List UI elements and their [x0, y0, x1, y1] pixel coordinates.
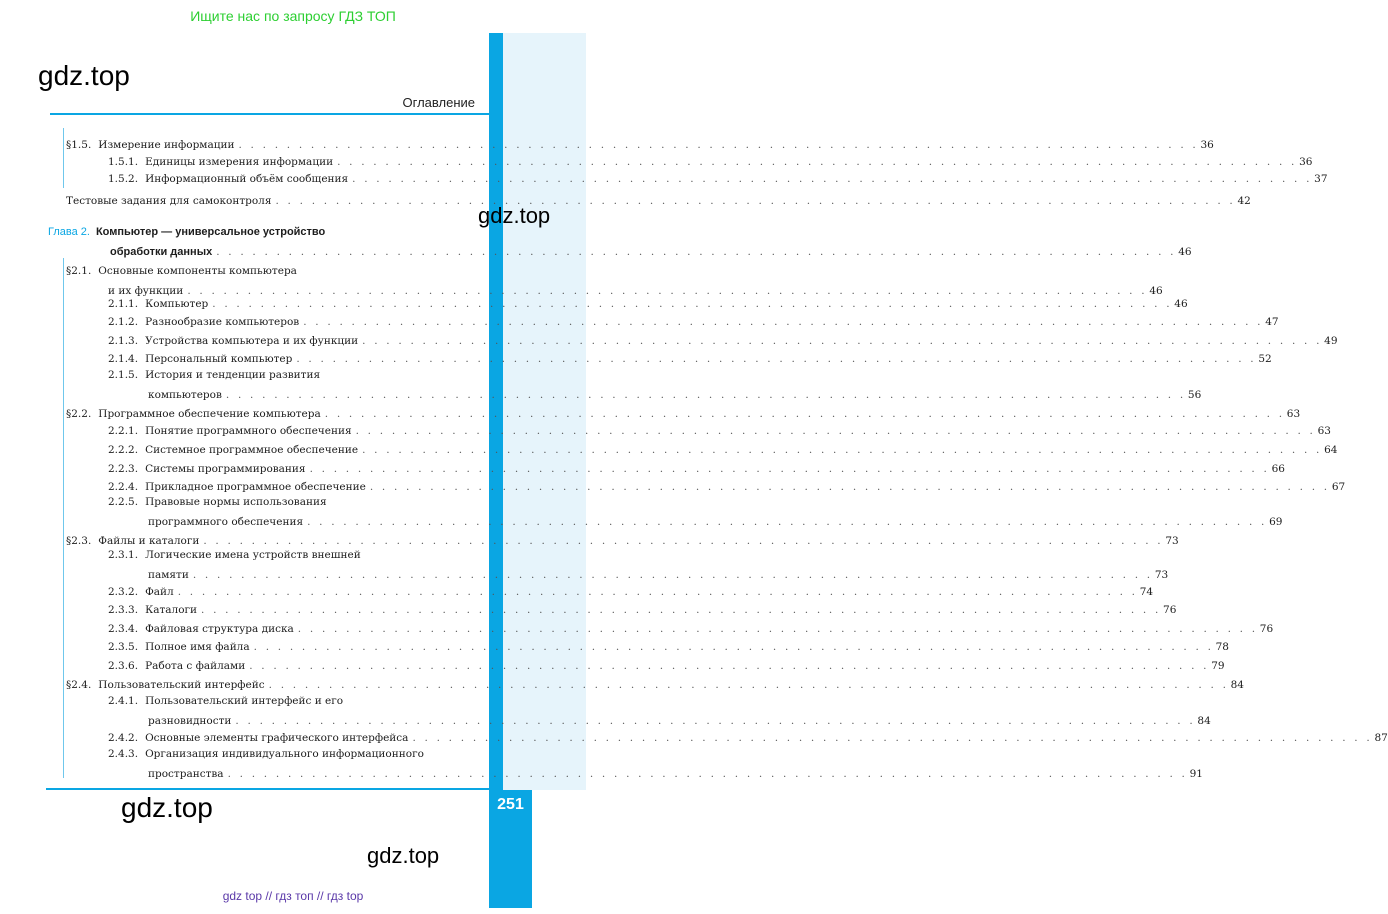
leader-dots: . . . . . . . . . . . . . . . . . . . . . . . . . . . . . . . . . . . . . . . . . . . . . . . . . . . . . . . . . . . . . . . . . . . . . . . . . . . . . . . . [187, 285, 1148, 297]
toc-entry-number: 2.3.3. [108, 604, 139, 616]
toc-entry-page: 78 [1215, 641, 1229, 653]
toc-entry-page: 64 [1324, 444, 1338, 456]
toc-entry-first-line [108, 748, 424, 760]
toc-entry-number: 2.3.1. [108, 549, 139, 561]
toc-entry-title: Прикладное программное обеспечение [145, 481, 366, 493]
toc-entry [108, 438, 1338, 456]
toc-entry-label [108, 586, 174, 598]
toc-entry-title: Программное обеспечение компьютера [98, 408, 321, 420]
toc-entry [108, 726, 1388, 744]
toc-entry-page: 73 [1154, 569, 1169, 581]
toc-entry-label [108, 335, 358, 347]
leader-dots: . . . . . . . . . . . . . . . . . . . . . . . . . . . . . . . . . . . . . . . . . . . . . . . . . . . . . . . . . . . . . . . . . . . . . . . . . . . . . . . . [275, 195, 1236, 207]
toc-entry-label [108, 463, 306, 475]
toc-entry-title: Измерение информации [98, 139, 235, 151]
leader-dots: . . . . . . . . . . . . . . . . . . . . . . . . . . . . . . . . . . . . . . . . . . . . . . . . . . . . . . . . . . . . . . . . . . . . . . . . . . . . . . . . [201, 604, 1162, 616]
toc-entry-page: 36 [1299, 156, 1313, 168]
toc-entry-first-line [108, 549, 361, 561]
leader-dots: . . . . . . . . . . . . . . . . . . . . . . . . . . . . . . . . . . . . . . . . . . . . . . . . . . . . . . . . . . . . . . . . . . . . . . . . . . . . . . . . [238, 139, 1199, 151]
toc-entry-label [108, 173, 348, 185]
toc-entry-title: Логические имена устройств внешней [145, 549, 361, 561]
toc-entry [108, 167, 1328, 185]
toc-entry-number: 2.3.6. [108, 660, 139, 672]
toc-entry-page: 37 [1314, 173, 1328, 185]
toc-entry-first-line [108, 496, 327, 508]
toc-entry [108, 150, 1313, 168]
toc-entry-label [108, 298, 208, 310]
toc-entry-number: 2.2.5. [108, 496, 139, 508]
watermark: gdz.top [367, 843, 440, 868]
toc-entry-label [108, 425, 352, 437]
toc-entry-title: Устройства компьютера и их функции [145, 335, 359, 347]
toc-entry-page: 63 [1317, 425, 1331, 437]
leader-dots: . . . . . . . . . . . . . . . . . . . . . . . . . . . . . . . . . . . . . . . . . . . . . . . . . . . . . . . . . . . . . . . . . . . . . . . . . . . . . . . . [362, 335, 1323, 347]
toc-entry-number: 2.4.2. [108, 732, 139, 744]
toc-entry [148, 383, 1202, 401]
toc-entry [108, 329, 1338, 347]
leader-dots: . . . . . . . . . . . . . . . . . . . . . . . . . . . . . . . . . . . . . . . . . . . . . . . . . . . . . . . . . . . . . . . . . . . . . . . . . . . . . . . . [227, 768, 1188, 780]
toc-entry-number: §2.1. [66, 265, 92, 277]
leader-dots: . . . . . . . . . . . . . . . . . . . . . . . . . . . . . . . . . . . . . . . . . . . . . . . . . . . . . . . . . . . . . . . . . . . . . . . . . . . . . . . . [216, 246, 1177, 258]
watermark: gdz.top [38, 60, 130, 91]
leader-dots: . . . . . . . . . . . . . . . . . . . . . . . . . . . . . . . . . . . . . . . . . . . . . . . . . . . . . . . . . . . . . . . . . . . . . . . . . . . . . . . . [352, 173, 1313, 185]
toc-entry-page: 73 [1165, 535, 1179, 547]
top-banner: Ищите нас по запросу ГДЗ ТОП [190, 8, 396, 24]
footer-rule [46, 788, 489, 790]
toc-entry-page: 79 [1211, 660, 1225, 672]
toc-entry [148, 709, 1211, 727]
toc-entry-title: Разнообразие компьютеров [145, 316, 300, 328]
toc-entry-continuation: памяти [148, 569, 189, 581]
toc-entry-label [108, 660, 245, 672]
toc-entry [108, 654, 1225, 672]
toc-entry-number: 2.4.1. [108, 695, 139, 707]
toc-entry [108, 580, 1154, 598]
toc-entry [108, 598, 1177, 616]
toc-entry-number: 2.3.4. [108, 623, 139, 635]
toc-entry-number: 1.5.2. [108, 173, 139, 185]
footer-links: gdz top // гдз топ // гдз top [222, 889, 364, 903]
leader-dots: . . . . . . . . . . . . . . . . . . . . . . . . . . . . . . . . . . . . . . . . . . . . . . . . . . . . . . . . . . . . . . . . . . . . . . . . . . . . . . . . [309, 463, 1270, 475]
toc-entry-label [66, 679, 265, 691]
toc-entry-continuation: разновидности [148, 715, 232, 727]
toc-entry-title: Основные компоненты компьютера [98, 265, 297, 277]
toc-entry-page: 76 [1163, 604, 1177, 616]
toc-entry-title: Работа с файлами [145, 660, 246, 672]
toc-entry-title: Компьютер [145, 298, 209, 310]
toc-entry-page: 36 [1200, 139, 1214, 151]
toc-entry-continuation: обработки данных [110, 246, 213, 258]
toc-entry-number: 2.4.3. [108, 748, 139, 760]
toc-entry-first-line [66, 265, 297, 277]
toc-entry-title: Файлы и каталоги [98, 535, 200, 547]
toc-entry-page: 69 [1269, 516, 1283, 528]
toc-entry [108, 419, 1331, 437]
section-header: Оглавление [402, 95, 475, 110]
toc-entry-page: 84 [1197, 715, 1211, 727]
toc-entry-title: Организация индивидуального информационного [145, 748, 424, 760]
leader-dots: . . . . . . . . . . . . . . . . . . . . . . . . . . . . . . . . . . . . . . . . . . . . . . . . . . . . . . . . . . . . . . . . . . . . . . . . . . . . . . . . [203, 535, 1164, 547]
toc-entry-number: 2.1.2. [108, 316, 139, 328]
toc-entry [108, 457, 1285, 475]
toc-entry-number: 2.1.5. [108, 369, 139, 381]
toc-entry [110, 240, 1192, 258]
toc-entry-label [66, 535, 199, 547]
toc-entry-continuation: и их функции [108, 285, 184, 297]
toc-entry-first-line [108, 695, 343, 707]
toc-entry-number: 2.1.4. [108, 353, 139, 365]
toc-entry-label [108, 641, 250, 653]
toc-entry [108, 475, 1346, 493]
toc-entry-page: 46 [1178, 246, 1192, 258]
toc-entry-title: Файл [145, 586, 174, 598]
leader-dots: . . . . . . . . . . . . . . . . . . . . . . . . . . . . . . . . . . . . . . . . . . . . . . . . . . . . . . . . . . . . . . . . . . . . . . . . . . . . . . . . [297, 623, 1258, 635]
toc-entry [148, 762, 1203, 780]
toc-entry [66, 133, 1214, 151]
toc-entry-number: 2.2.3. [108, 463, 139, 475]
toc-entry-continuation: программного обеспечения [148, 516, 304, 528]
leader-dots: . . . . . . . . . . . . . . . . . . . . . . . . . . . . . . . . . . . . . . . . . . . . . . . . . . . . . . . . . . . . . . . . . . . . . . . . . . . . . . . . [249, 660, 1210, 672]
toc-entry-number: §2.2. [66, 408, 92, 420]
leader-dots: . . . . . . . . . . . . . . . . . . . . . . . . . . . . . . . . . . . . . . . . . . . . . . . . . . . . . . . . . . . . . . . . . . . . . . . . . . . . . . . . [192, 569, 1153, 581]
toc-entry-title: Каталоги [145, 604, 198, 616]
toc-entry-label [108, 444, 358, 456]
toc-entry-number: 2.2.4. [108, 481, 139, 493]
leader-dots: . . . . . . . . . . . . . . . . . . . . . . . . . . . . . . . . . . . . . . . . . . . . . . . . . . . . . . . . . . . . . . . . . . . . . . . . . . . . . . . . [362, 444, 1323, 456]
watermark: gdz.top [478, 203, 551, 228]
toc-entry-first-line [108, 369, 320, 381]
toc-entry [66, 402, 1301, 420]
toc-entry-continuation: пространства [148, 768, 224, 780]
toc-entry-page: 42 [1237, 195, 1251, 207]
toc-entry-title: Компьютер — универсальное устройство [95, 226, 326, 238]
toc-entry-continuation: компьютеров [148, 389, 222, 401]
toc-entry-page: 67 [1331, 481, 1346, 493]
toc-entry [66, 673, 1244, 691]
page-number: 251 [497, 796, 524, 813]
toc-entry-title: Системное программное обеспечение [145, 444, 359, 456]
toc-entry-page: 76 [1259, 623, 1274, 635]
toc-entry-number: §1.5. [66, 139, 92, 151]
toc-entry-number: §2.4. [66, 679, 92, 691]
toc-entry-number: 2.3.2. [108, 586, 139, 598]
toc-entry-page: 46 [1174, 298, 1188, 310]
toc-entry-label [108, 481, 366, 493]
toc-entry-number: 2.3.5. [108, 641, 139, 653]
toc-entry-page: 91 [1189, 768, 1203, 780]
toc-entry-label [108, 623, 294, 635]
leader-dots: . . . . . . . . . . . . . . . . . . . . . . . . . . . . . . . . . . . . . . . . . . . . . . . . . . . . . . . . . . . . . . . . . . . . . . . . . . . . . . . . [369, 481, 1330, 493]
leader-dots: . . . . . . . . . . . . . . . . . . . . . . . . . . . . . . . . . . . . . . . . . . . . . . . . . . . . . . . . . . . . . . . . . . . . . . . . . . . . . . . . [337, 156, 1298, 168]
toc-entry-title: Основные элементы графического интерфейса [145, 732, 409, 744]
toc-entry-page: 49 [1324, 335, 1338, 347]
toc-entry [148, 563, 1169, 581]
toc-entry-title: Персональный компьютер [145, 353, 293, 365]
toc-entry-label [66, 195, 271, 207]
toc-entry [66, 529, 1179, 547]
toc-entry-label [108, 604, 197, 616]
leader-dots: . . . . . . . . . . . . . . . . . . . . . . . . . . . . . . . . . . . . . . . . . . . . . . . . . . . . . . . . . . . . . . . . . . . . . . . . . . . . . . . . [303, 316, 1264, 328]
toc-entry-title: Файловая структура диска [145, 623, 294, 635]
leader-dots: . . . . . . . . . . . . . . . . . . . . . . . . . . . . . . . . . . . . . . . . . . . . . . . . . . . . . . . . . . . . . . . . . . . . . . . . . . . . . . . . [268, 679, 1229, 691]
toc-entry-number: Глава 2. [48, 226, 90, 238]
leader-dots: . . . . . . . . . . . . . . . . . . . . . . . . . . . . . . . . . . . . . . . . . . . . . . . . . . . . . . . . . . . . . . . . . . . . . . . . . . . . . . . . [177, 586, 1138, 598]
watermark: gdz.top [121, 792, 213, 823]
toc-entry [108, 292, 1188, 310]
toc-entry-page: 63 [1286, 408, 1301, 420]
toc-entry-title: Информационный объём сообщения [145, 173, 349, 185]
toc-entry [108, 617, 1274, 635]
toc-entry-first-line [48, 226, 325, 238]
leader-dots: . . . . . . . . . . . . . . . . . . . . . . . . . . . . . . . . . . . . . . . . . . . . . . . . . . . . . . . . . . . . . . . . . . . . . . . . . . . . . . . . [296, 353, 1257, 365]
toc-entry-title: Единицы измерения информации [145, 156, 334, 168]
leader-dots: . . . . . . . . . . . . . . . . . . . . . . . . . . . . . . . . . . . . . . . . . . . . . . . . . . . . . . . . . . . . . . . . . . . . . . . . . . . . . . . . [324, 408, 1285, 420]
toc-entry-title: Пользовательский интерфейс и его [145, 695, 344, 707]
toc-entry [108, 347, 1272, 365]
toc-entry-title: Тестовые задания для самоконтроля [66, 195, 272, 207]
toc-entry-number: 2.1.1. [108, 298, 139, 310]
toc-entry [66, 189, 1251, 207]
toc-entry-number: 1.5.1. [108, 156, 139, 168]
toc-entry-title: История и тенденции развития [145, 369, 321, 381]
toc-entry [148, 510, 1283, 528]
toc-entry-title: Системы программирования [145, 463, 306, 475]
toc-entry-label [108, 316, 299, 328]
toc-entry-number: §2.3. [66, 535, 92, 547]
toc-entry-page: 74 [1139, 586, 1154, 598]
leader-dots: . . . . . . . . . . . . . . . . . . . . . . . . . . . . . . . . . . . . . . . . . . . . . . . . . . . . . . . . . . . . . . . . . . . . . . . . . . . . . . . . [212, 298, 1173, 310]
leader-dots: . . . . . . . . . . . . . . . . . . . . . . . . . . . . . . . . . . . . . . . . . . . . . . . . . . . . . . . . . . . . . . . . . . . . . . . . . . . . . . . . [355, 425, 1316, 437]
leader-dots: . . . . . . . . . . . . . . . . . . . . . . . . . . . . . . . . . . . . . . . . . . . . . . . . . . . . . . . . . . . . . . . . . . . . . . . . . . . . . . . . [225, 389, 1186, 401]
toc-entry-number: 2.1.3. [108, 335, 139, 347]
toc-entry-number: 2.2.2. [108, 444, 139, 456]
toc-entry-label [108, 353, 292, 365]
leader-dots: . . . . . . . . . . . . . . . . . . . . . . . . . . . . . . . . . . . . . . . . . . . . . . . . . . . . . . . . . . . . . . . . . . . . . . . . . . . . . . . . [253, 641, 1214, 653]
toc-entry-page: 66 [1271, 463, 1285, 475]
toc-entry-page: 52 [1258, 353, 1272, 365]
toc-entry [108, 310, 1279, 328]
toc-entry-title: Понятие программного обеспечения [145, 425, 352, 437]
toc-entry-page: 46 [1149, 285, 1163, 297]
toc-entry-page: 47 [1265, 316, 1279, 328]
toc-entry [108, 635, 1229, 653]
toc-entry-title: Пользовательский интерфейс [98, 679, 265, 691]
toc-entry-page: 87 [1374, 732, 1388, 744]
leader-dots: . . . . . . . . . . . . . . . . . . . . . . . . . . . . . . . . . . . . . . . . . . . . . . . . . . . . . . . . . . . . . . . . . . . . . . . . . . . . . . . . [235, 715, 1196, 727]
toc-entry-title: Правовые нормы использования [145, 496, 327, 508]
toc-entry-page: 56 [1187, 389, 1202, 401]
toc-entry-number: 2.2.1. [108, 425, 139, 437]
toc-entry-label [108, 732, 408, 744]
leader-dots: . . . . . . . . . . . . . . . . . . . . . . . . . . . . . . . . . . . . . . . . . . . . . . . . . . . . . . . . . . . . . . . . . . . . . . . . . . . . . . . . [412, 732, 1373, 744]
leader-dots: . . . . . . . . . . . . . . . . . . . . . . . . . . . . . . . . . . . . . . . . . . . . . . . . . . . . . . . . . . . . . . . . . . . . . . . . . . . . . . . . [307, 516, 1268, 528]
toc-entry-title: Полное имя файла [145, 641, 250, 653]
toc-entry-page: 84 [1230, 679, 1244, 691]
